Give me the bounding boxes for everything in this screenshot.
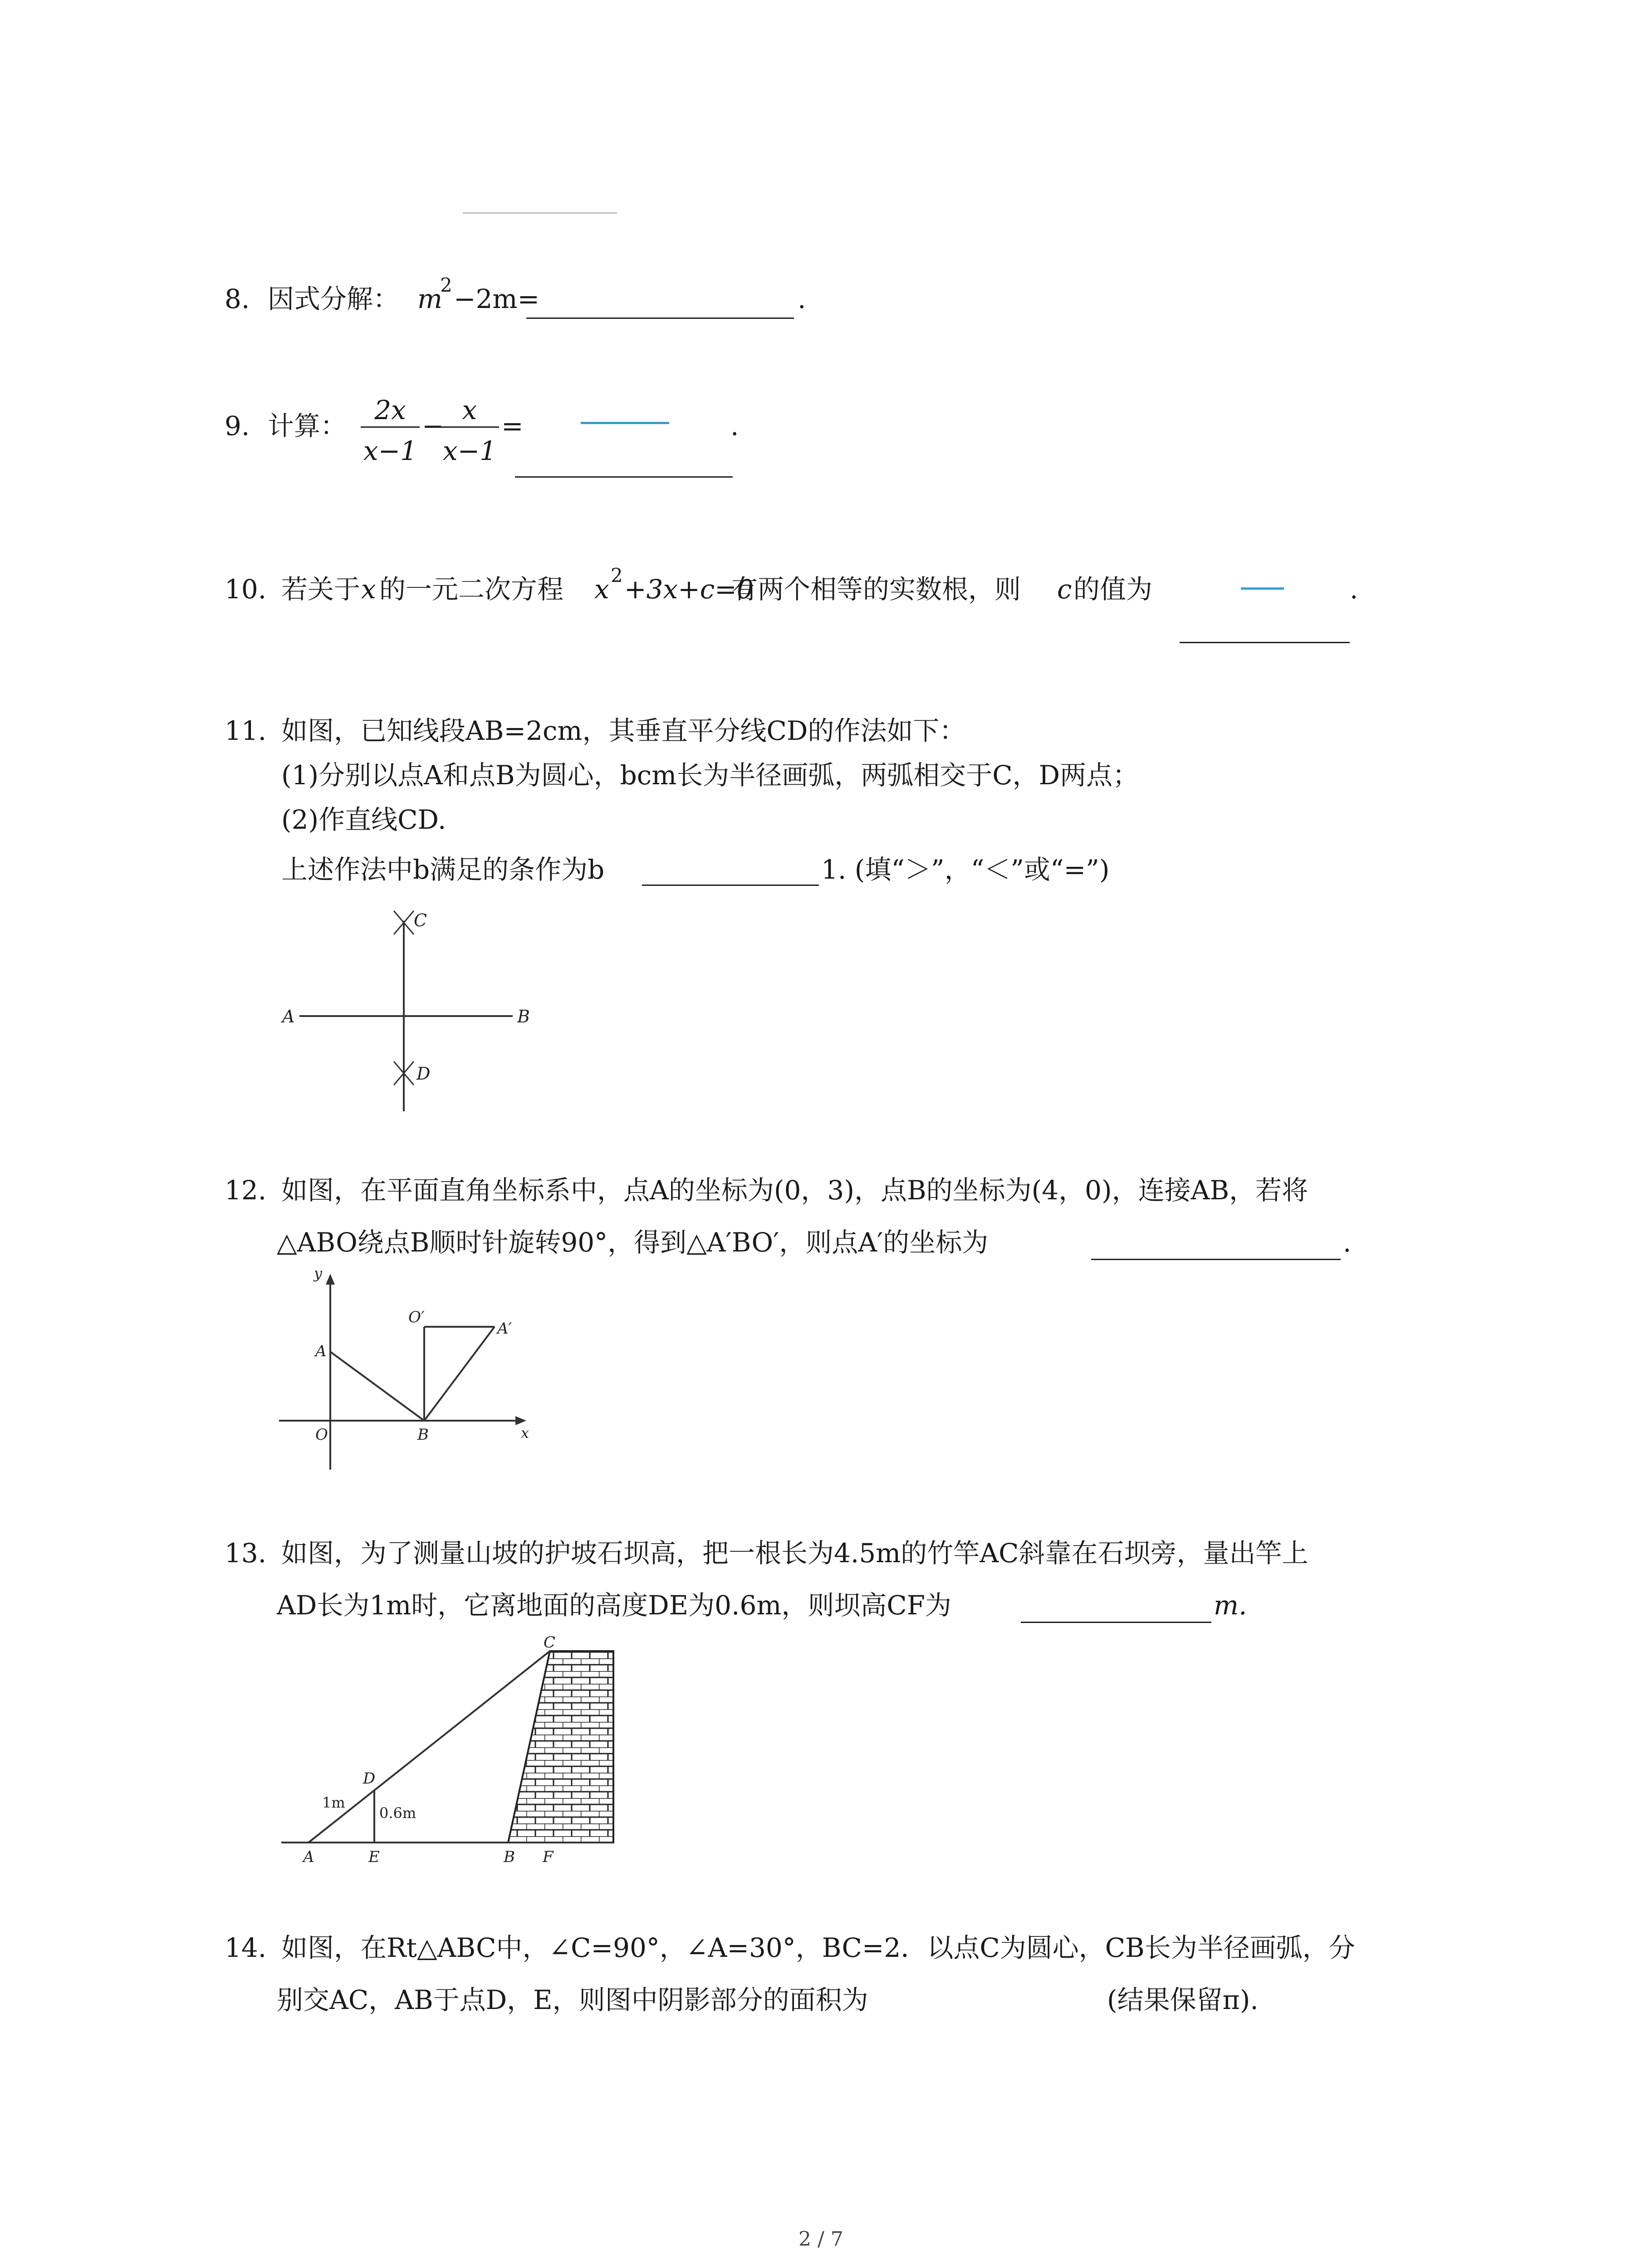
q11-label-a: A — [282, 1007, 295, 1026]
q9-answer-blank[interactable] — [515, 458, 733, 478]
q10-answer-blank[interactable] — [1180, 628, 1350, 643]
q9-frac2-den: x−1 — [442, 435, 497, 466]
q10-eq-x: x — [594, 574, 609, 605]
q14-number: 14. — [225, 1932, 267, 1963]
q12-label-o: O — [315, 1426, 328, 1444]
q13-answer-blank[interactable] — [1021, 1597, 1211, 1623]
q12-label-b: B — [417, 1426, 429, 1444]
q14-line1: 如图，在Rt△ABC中，∠C=90°，∠A=30°，BC=2．以点C为圆心，CB长为半径画弧，分 — [281, 1932, 1355, 1963]
q8-answer-blank[interactable] — [526, 290, 794, 319]
q13-number: 13. — [225, 1538, 267, 1569]
q11-line4b: 1. (填“＞”，“＜”或“=”) — [821, 854, 1110, 885]
q13-figure — [272, 1633, 626, 1869]
q8-end: . — [798, 284, 806, 314]
q12-segment-ab — [330, 1352, 424, 1421]
q14-answer-space[interactable] — [946, 1982, 1100, 2014]
q10-text1: 若关于 — [281, 574, 361, 605]
q11-label-c: C — [414, 910, 427, 930]
q9-blue-mark — [581, 422, 669, 424]
q9-number: 9. — [225, 411, 250, 441]
q9-prefix: 计算： — [268, 411, 347, 441]
q8-number: 8. — [225, 284, 250, 314]
q10-blue-mark — [1241, 587, 1284, 590]
q12-label-o1: O′ — [408, 1308, 425, 1326]
q11-line1: 如图，已知线段AB=2cm，其垂直平分线CD的作法如下： — [281, 715, 966, 746]
q12-label-a1: A′ — [497, 1320, 512, 1338]
q9-eq: = — [501, 411, 524, 441]
page-number: 2 / 7 — [798, 2228, 843, 2251]
q13-label-1m: 1m — [322, 1794, 345, 1811]
q12-figure — [272, 1266, 544, 1474]
q13-label-a: A — [303, 1848, 314, 1866]
q12-label-y: y — [314, 1266, 323, 1282]
q10-text3: 有两个相等的实数根，则 — [731, 574, 1021, 605]
q12-end: . — [1343, 1227, 1352, 1258]
q12-label-a: A — [315, 1342, 327, 1360]
q12-y-arrow — [326, 1274, 335, 1285]
q11-line2: (1)分别以点A和点B为圆心，bcm长为半径画弧，两弧相交于C，D两点； — [281, 760, 1139, 791]
q8-expr-rest: −2m= — [454, 284, 540, 314]
q10-eq-sup: 2 — [611, 564, 623, 587]
q13-line1: 如图，为了测量山坡的护坡石坝高，把一根长为4.5m的竹竿AC斜靠在石坝旁，量出竿上 — [281, 1538, 1308, 1569]
q10-text2: 的一元二次方程 — [379, 574, 564, 605]
q11-label-d: D — [416, 1064, 431, 1084]
q12-segment-a1b — [424, 1327, 495, 1421]
q9-frac2-bar — [440, 426, 499, 428]
q11-label-b: B — [517, 1007, 530, 1026]
q13-label-b: B — [504, 1848, 515, 1866]
q8-prefix: 因式分解： — [268, 284, 400, 314]
q12-line1: 如图，在平面直角坐标系中，点A的坐标为(0，3)，点B的坐标为(4，0)，连接AB，若将 — [281, 1175, 1308, 1206]
q11-line3: (2)作直线CD. — [281, 804, 446, 835]
q12-number: 12. — [225, 1175, 267, 1206]
q13-label-d: D — [363, 1769, 376, 1788]
q9-frac2-num: x — [462, 395, 477, 425]
q10-end: . — [1350, 574, 1358, 605]
q10-c: c — [1057, 574, 1072, 605]
q13-unit: m. — [1214, 1590, 1247, 1621]
q13-line2: AD长为1m时，它离地面的高度DE为0.6m，则坝高CF为 — [277, 1590, 951, 1621]
q11-number: 11. — [225, 715, 267, 746]
q13-label-e: E — [368, 1848, 380, 1866]
q14-line2b: (结果保留π). — [1107, 1984, 1259, 2015]
q9-end: . — [730, 411, 739, 441]
q13-dam-wall — [508, 1651, 613, 1843]
q12-answer-blank[interactable] — [1091, 1234, 1341, 1260]
q8-expr-sup: 2 — [440, 274, 452, 296]
q11-line4a: 上述作法中b满足的条作为b — [281, 854, 605, 885]
q10-eq-rest: +3x+c=0 — [624, 574, 754, 605]
q13-label-06m: 0.6m — [379, 1804, 416, 1822]
q9-minus: − — [422, 411, 444, 441]
q10-text4: 的值为 — [1073, 574, 1153, 605]
q11-answer-blank[interactable] — [642, 861, 819, 886]
header-rule — [463, 212, 617, 214]
q12-label-x: x — [521, 1424, 529, 1442]
q12-line2: △ABO绕点B顺时针旋转90°，得到△A′BO′，则点A′的坐标为 — [277, 1227, 989, 1258]
q9-frac1-num: 2x — [374, 395, 406, 425]
q10-number: 10. — [225, 574, 267, 605]
q9-frac1-bar — [361, 426, 420, 428]
q13-label-c: C — [544, 1633, 556, 1652]
q12-x-arrow — [515, 1416, 526, 1425]
q10-x: x — [361, 574, 376, 605]
q8-expr-m: m — [417, 284, 442, 314]
q11-figure — [272, 903, 544, 1120]
q14-line2a: 别交AC，AB于点D，E，则图中阴影部分的面积为 — [277, 1984, 868, 2015]
q9-frac1-den: x−1 — [363, 435, 417, 466]
q13-label-f: F — [543, 1848, 554, 1866]
